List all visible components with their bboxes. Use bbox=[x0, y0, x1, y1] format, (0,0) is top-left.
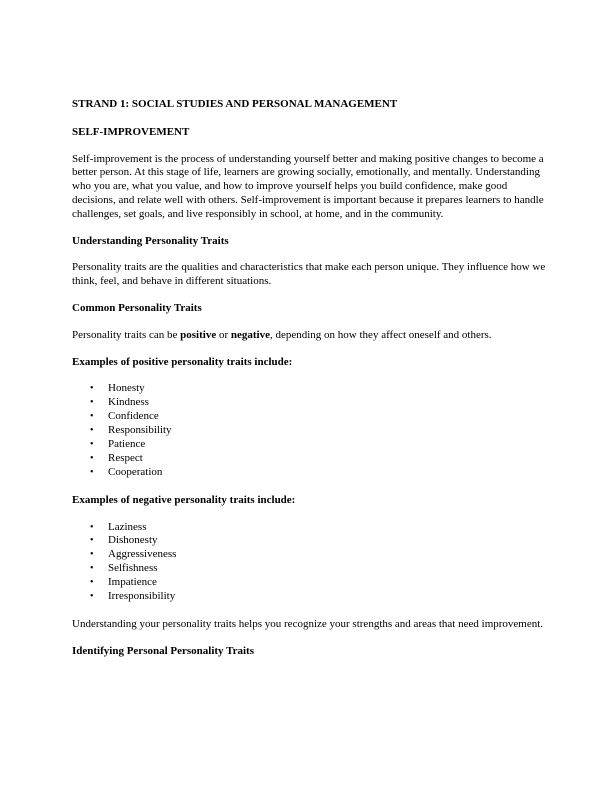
positive-traits-list bbox=[72, 382, 552, 479]
common-traits-heading: Common Personality Traits bbox=[72, 301, 202, 314]
closing-paragraph: Understanding your personality traits helps you recognize your strengths and areas that need improvement. bbox=[72, 617, 544, 630]
list-item bbox=[90, 396, 552, 410]
list-item bbox=[90, 424, 552, 438]
list-item bbox=[90, 465, 552, 480]
bullet-icon: • bbox=[90, 549, 94, 561]
list-item-label: Dishonesty bbox=[108, 534, 158, 547]
identifying-traits-heading: Identifying Personal Personality Traits bbox=[72, 644, 255, 657]
understanding-heading: Understanding Personality Traits bbox=[72, 234, 229, 247]
list-item-label: Patience bbox=[108, 437, 146, 450]
list-item bbox=[90, 548, 552, 562]
list-item-label: Honesty bbox=[108, 382, 145, 395]
bullet-icon: • bbox=[90, 563, 94, 575]
list-item bbox=[90, 562, 552, 576]
list-item-label: Respect bbox=[108, 451, 143, 464]
bullet-icon: • bbox=[90, 466, 94, 478]
bullet-icon: • bbox=[90, 383, 94, 395]
bullet-icon: • bbox=[90, 452, 94, 464]
common-traits-paragraph bbox=[72, 329, 552, 343]
list-item bbox=[90, 590, 552, 604]
list-item-label: Aggressiveness bbox=[108, 548, 177, 561]
bullet-icon: • bbox=[90, 425, 94, 437]
negative-word: negative bbox=[230, 328, 270, 341]
list-item-label: Cooperation bbox=[108, 465, 163, 478]
intro-paragraph: Self-improvement is the process of understanding yourself better and making positive changes to become a better person. At this stage of life, learners are growing socially, emotionally, and mentally. Understanding who you are, what you value, and how to improve yourself helps you build confidence, make good decisions, and relate well with others. Self-improvement is important because it prepares learners to handle challenges, set goals, and live responsibly in school, at home, and in the community. bbox=[72, 152, 544, 220]
bullet-icon: • bbox=[90, 535, 94, 547]
common-text-before: Personality traits can be bbox=[72, 328, 181, 341]
bullet-icon: • bbox=[90, 577, 94, 589]
list-item-label: Laziness bbox=[108, 520, 147, 533]
section-heading: SELF-IMPROVEMENT bbox=[72, 125, 190, 138]
list-item-label: Confidence bbox=[108, 410, 159, 423]
negative-traits-list bbox=[72, 521, 552, 604]
list-item bbox=[90, 451, 552, 466]
list-item-label: Impatience bbox=[108, 576, 157, 589]
list-item-label: Irresponsibility bbox=[108, 590, 176, 603]
positive-word: positive bbox=[180, 328, 217, 341]
bullet-icon: • bbox=[90, 411, 94, 423]
list-item-label: Responsibility bbox=[108, 424, 172, 437]
list-item bbox=[90, 410, 552, 424]
understanding-paragraph: Personality traits are the qualities and characteristics that make each person unique. They influence how we think, feel, and behave in different situations. bbox=[72, 261, 546, 288]
common-text-middle: or bbox=[216, 328, 231, 341]
bullet-icon: • bbox=[90, 397, 94, 409]
list-item-label: Kindness bbox=[108, 396, 149, 409]
common-text-after: , depending on how they affect oneself and others. bbox=[269, 328, 492, 341]
list-item-label: Selfishness bbox=[108, 562, 158, 575]
bullet-icon: • bbox=[90, 438, 94, 450]
list-item bbox=[90, 520, 552, 535]
list-item bbox=[90, 437, 552, 452]
list-item bbox=[90, 576, 552, 590]
bullet-icon: • bbox=[90, 591, 94, 603]
strand-heading: STRAND 1: SOCIAL STUDIES AND PERSONAL MANAGEMENT bbox=[72, 98, 398, 110]
negative-examples-heading: Examples of negative personality traits include: bbox=[72, 493, 296, 506]
list-item bbox=[90, 382, 552, 396]
bullet-icon: • bbox=[90, 521, 94, 533]
list-item bbox=[90, 534, 552, 548]
positive-examples-heading: Examples of positive personality traits include: bbox=[72, 355, 293, 368]
